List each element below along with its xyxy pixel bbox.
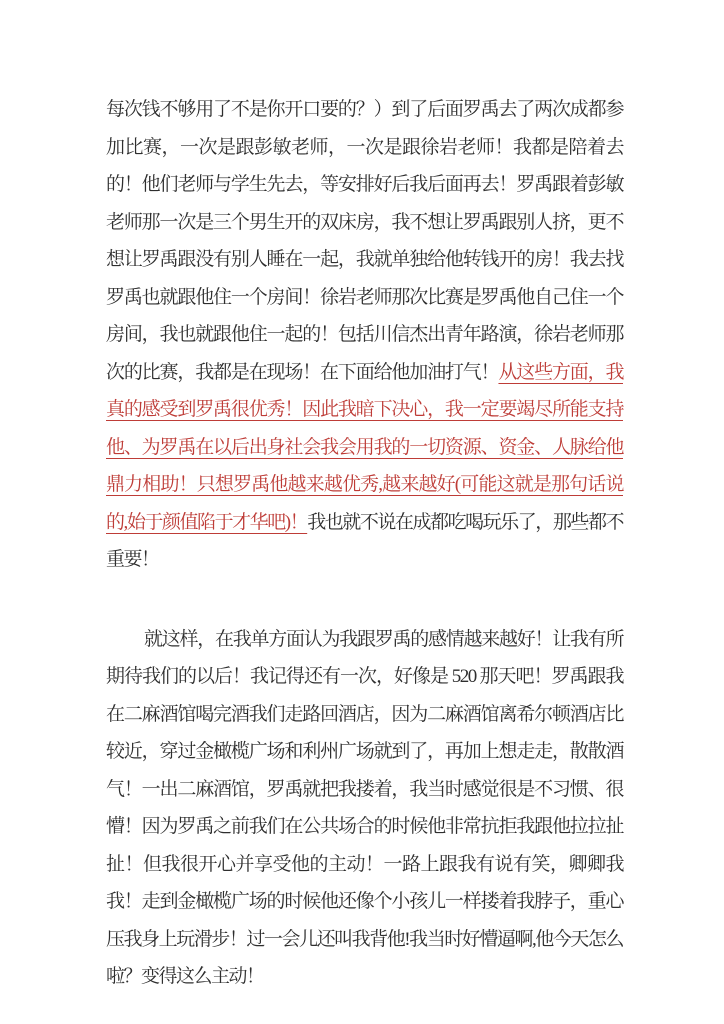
text-run-normal: 就这样，在我单方面认为我跟罗禹的感情越来越好！让我有所期待我们的以后！我记得还有一次，好像是 520 那天吧！罗禹跟我在二麻酒馆喝完酒我们走路回酒店，因为二麻酒馆离希尔顿酒店比较近，穿过金橄榄广场和利州广场就到了，再加上想走走，散散酒气！一出二麻酒馆，罗禹就把我搂着，我当时感觉很是不习惯、很懵！因为罗禹之前我们在公共场合的时候他非常抗拒我跟他拉拉扯扯！但我很开心并享受他的主动！一路上跟我有说有笑，卿卿我我！走到金橄榄广场的时候他还像个小孩儿一样搂着我脖子，重心压我身上玩滑步！过一会儿还叫我背他!我当时好懵逼啊,他今天怎么啦？变得这么主动！ [106, 628, 623, 987]
paragraph-2 [106, 621, 623, 996]
text-run-red-underline: 从这些方面，我真的感受到罗禹很优秀！因此我暗下决心，我一定要竭尽所能支持他、为罗禹在以后出身社会我会用我的一切资源、资金、人脉给他鼎力相助！只想罗禹他越来越优秀,越来越好(可能这就是那句话说的,始于颜值陷于才华吧)！ [106, 361, 623, 533]
paragraph-1 [106, 91, 623, 579]
text-run-normal: 我也就不说在成都吃喝玩乐了，那些都不重要！ [106, 511, 623, 570]
text-run-normal: 每次钱不够用了不是你开口要的？）到了后面罗禹去了两次成都参加比赛，一次是跟彭敏老师，一次是跟徐岩老师！我都是陪着去的！他们老师与学生先去，等安排好后我后面再去！罗禹跟着彭敏老师那一次是三个男生开的双床房，我不想让罗禹跟别人挤，更不想让罗禹跟没有别人睡在一起，我就单独给他转钱开的房！我去找罗禹也就跟他住一个房间！徐岩老师那次比赛是罗禹他自己住一个房间，我也就跟他住一起的！包括川信杰出青年路演，徐岩老师那次的比赛，我都是在现场！在下面给他加油打气！ [106, 99, 623, 383]
document-content [106, 91, 623, 996]
